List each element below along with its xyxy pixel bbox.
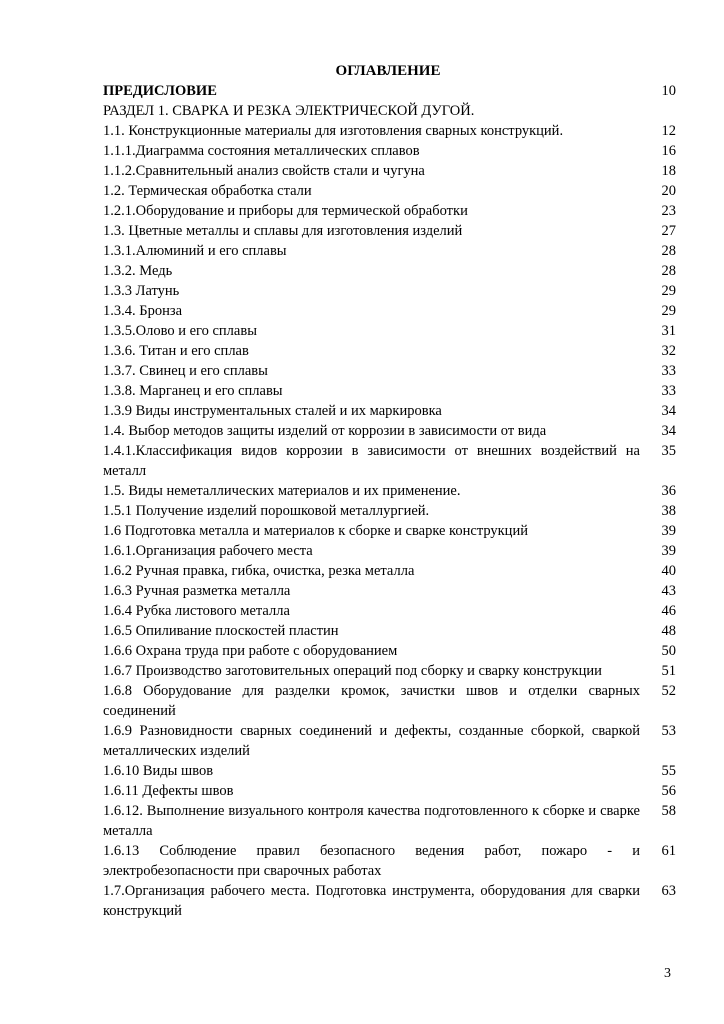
toc-entry-text: 1.4. Выбор методов защиты изделий от коррозии в зависимости от вида: [103, 423, 547, 439]
toc-entry-page: 12: [661, 123, 676, 139]
toc-entry-text: 1.6.11 Дефекты швов: [103, 783, 234, 799]
toc-entry-page: 53: [661, 723, 676, 739]
toc-entry: [103, 641, 676, 661]
toc-entry-text: 1.6.6 Охрана труда при работе с оборудованием: [103, 643, 398, 659]
toc-entry-page: 28: [661, 243, 676, 259]
toc-entry-text: 1.3.6. Титан и его сплав: [103, 343, 249, 359]
toc-entry-text: 1.6.9 Разновидности сварных соединений и дефекты, созданные сборкой, сваркой металлических изделий: [103, 723, 640, 759]
toc-entry-text: РАЗДЕЛ 1. СВАРКА И РЕЗКА ЭЛЕКТРИЧЕСКОЙ ДУГОЙ.: [103, 103, 475, 119]
toc-entry-text: ПРЕДИСЛОВИЕ: [103, 83, 217, 99]
toc-entry: [103, 841, 676, 881]
toc-entry: [103, 181, 676, 201]
table-of-contents: [103, 81, 676, 921]
toc-entry: [103, 241, 676, 261]
toc-entry-page: 61: [661, 843, 676, 859]
toc-entry-page: 56: [661, 783, 676, 799]
toc-entry: [103, 441, 676, 481]
toc-entry-page: 46: [661, 603, 676, 619]
toc-entry: [103, 481, 676, 501]
toc-entry-text: 1.2. Термическая обработка стали: [103, 183, 312, 199]
toc-entry-text: 1.3.3 Латунь: [103, 283, 180, 299]
toc-entry: [103, 341, 676, 361]
toc-entry-text: 1.2.1.Оборудование и приборы для термической обработки: [103, 203, 468, 219]
toc-entry-page: 31: [661, 323, 676, 339]
toc-entry-page: 18: [661, 163, 676, 179]
toc-entry-page: 58: [661, 803, 676, 819]
toc-entry: [103, 881, 676, 921]
toc-entry-text: 1.3.2. Медь: [103, 263, 173, 279]
toc-entry: [103, 161, 676, 181]
toc-entry: [103, 421, 676, 441]
toc-entry: [103, 101, 676, 121]
toc-entry-page: 20: [661, 183, 676, 199]
toc-entry-page: 29: [661, 283, 676, 299]
toc-entry: [103, 281, 676, 301]
toc-entry: [103, 621, 676, 641]
toc-entry-text: 1.5.1 Получение изделий порошковой металлургией.: [103, 503, 430, 519]
toc-entry-text: 1.6.8 Оборудование для разделки кромок, зачистки швов и отделки сварных соединений: [103, 683, 640, 719]
toc-entry: [103, 681, 676, 721]
toc-entry-page: 32: [661, 343, 676, 359]
toc-entry: [103, 801, 676, 841]
toc-entry-page: 10: [661, 83, 676, 99]
toc-entry: [103, 221, 676, 241]
toc-entry-text: 1.1. Конструкционные материалы для изготовления сварных конструкций.: [103, 123, 564, 139]
toc-entry-text: 1.6.7 Производство заготовительных операций под сборку и сварку конструкции: [103, 663, 602, 679]
toc-entry-text: 1.6.4 Рубка листового металла: [103, 603, 290, 619]
toc-entry-page: 33: [661, 383, 676, 399]
toc-entry: [103, 301, 676, 321]
toc-entry: [103, 261, 676, 281]
toc-entry-text: 1.6.3 Ручная разметка металла: [103, 583, 291, 599]
toc-entry-page: 55: [661, 763, 676, 779]
toc-entry: [103, 521, 676, 541]
toc-entry-text: 1.5. Виды неметаллических материалов и их применение.: [103, 483, 461, 499]
toc-entry-text: 1.3.8. Марганец и его сплавы: [103, 383, 283, 399]
toc-entry: [103, 401, 676, 421]
toc-entry: [103, 501, 676, 521]
toc-entry: [103, 721, 676, 761]
toc-entry-page: 16: [661, 143, 676, 159]
toc-entry-page: 43: [661, 583, 676, 599]
toc-entry-text: 1.7.Организация рабочего места. Подготовка инструмента, оборудования для сварки конструкций: [103, 883, 640, 919]
toc-title: ОГЛАВЛЕНИЕ: [335, 63, 441, 79]
toc-entry-text: 1.3.5.Олово и его сплавы: [103, 323, 257, 339]
toc-entry-page: 34: [661, 403, 676, 419]
toc-entry-page: 51: [661, 663, 676, 679]
toc-entry-page: 48: [661, 623, 676, 639]
toc-entry: [103, 201, 676, 221]
toc-entry-page: 23: [661, 203, 676, 219]
toc-entry-text: 1.3.4. Бронза: [103, 303, 182, 319]
toc-entry-page: 27: [661, 223, 676, 239]
toc-entry-text: 1.3.7. Свинец и его сплавы: [103, 363, 268, 379]
toc-entry-text: 1.6.5 Опиливание плоскостей пластин: [103, 623, 339, 639]
toc-entry-page: 36: [661, 483, 676, 499]
toc-entry-page: 34: [661, 423, 676, 439]
toc-entry-page: 29: [661, 303, 676, 319]
toc-entry: [103, 601, 676, 621]
toc-entry: [103, 361, 676, 381]
toc-entry-page: 38: [661, 503, 676, 519]
toc-entry-page: 28: [661, 263, 676, 279]
toc-entry-text: 1.6.13 Соблюдение правил безопасного ведения работ, пожаро - и электробезопасности при сварочных работах: [103, 843, 640, 879]
toc-entry-page: 63: [661, 883, 676, 899]
toc-entry-text: 1.6.12. Выполнение визуального контроля качества подготовленного к сборке и сварке металла: [103, 803, 640, 839]
toc-entry-text: 1.6.10 Виды швов: [103, 763, 214, 779]
toc-entry: [103, 321, 676, 341]
toc-entry-page: 33: [661, 363, 676, 379]
toc-entry: [103, 661, 676, 681]
page-number: 3: [664, 966, 671, 981]
toc-entry: [103, 121, 676, 141]
toc-entry: [103, 781, 676, 801]
toc-entry-page: 50: [661, 643, 676, 659]
toc-entry-text: 1.6.1.Организация рабочего места: [103, 543, 313, 559]
toc-entry-text: 1.6 Подготовка металла и материалов к сборке и сварке конструкций: [103, 523, 528, 539]
toc-entry: [103, 541, 676, 561]
toc-entry: [103, 141, 676, 161]
toc-entry-page: 35: [661, 443, 676, 459]
toc-entry-text: 1.3. Цветные металлы и сплавы для изготовления изделий: [103, 223, 463, 239]
toc-entry: [103, 581, 676, 601]
toc-entry-page: 39: [661, 543, 676, 559]
toc-entry-page: 52: [661, 683, 676, 699]
toc-entry-text: 1.1.2.Сравнительный анализ свойств стали и чугуна: [103, 163, 425, 179]
toc-entry-text: 1.1.1.Диаграмма состояния металлических сплавов: [103, 143, 420, 159]
toc-entry: [103, 561, 676, 581]
toc-entry-text: 1.3.9 Виды инструментальных сталей и их маркировка: [103, 403, 442, 419]
toc-entry-page: 40: [661, 563, 676, 579]
toc-entry-text: 1.4.1.Классификация видов коррозии в зависимости от внешних воздействий на металл: [103, 443, 640, 479]
toc-entry: [103, 81, 676, 101]
toc-entry: [103, 381, 676, 401]
toc-entry-text: 1.3.1.Алюминий и его сплавы: [103, 243, 287, 259]
toc-entry-page: 39: [661, 523, 676, 539]
toc-entry-text: 1.6.2 Ручная правка, гибка, очистка, резка металла: [103, 563, 415, 579]
toc-entry: [103, 761, 676, 781]
